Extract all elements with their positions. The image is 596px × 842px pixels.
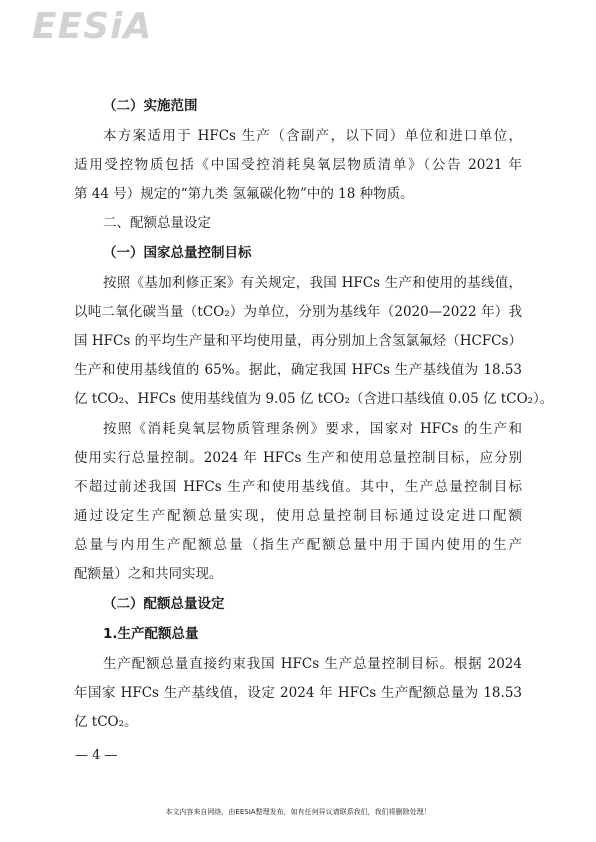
- body-line: 生产和使用基线值的 65%。据此，确定我国 HFCs 生产基线值为 18.53: [74, 362, 522, 378]
- body-line: 以吨二氧化碳当量（tCO₂）为单位，分别为基线年（2020—2022 年）我: [74, 304, 522, 320]
- body-line: 年国家 HFCs 生产基线值，设定 2024 年 HFCs 生产配额总量为 18.53: [74, 685, 522, 701]
- body-line: 不超过前述我国 HFCs 生产和使用基线值。其中，生产总量控制目标: [74, 479, 522, 495]
- footer-disclaimer: 本文内容来自网络，由EESIA整理发布，如有任何异议请联系我们，我们将删除处理！: [165, 808, 431, 816]
- subsection-heading-national-target: （一）国家总量控制目标: [103, 245, 252, 261]
- body-line: 按照《基加利修正案》有关规定，我国 HFCs 生产和使用的基线值，: [103, 275, 522, 291]
- body-line: 亿 tCO₂、HFCs 使用基线值为 9.05 亿 tCO₂（含进口基线值 0.05 亿 tCO₂）。: [74, 391, 554, 407]
- subsection-heading-quota-setting: （二）配额总量设定: [103, 596, 225, 612]
- body-line: 亿 tCO₂。: [74, 714, 138, 730]
- eesia-logo: EESiA: [32, 6, 153, 47]
- page-number: — 4 —: [75, 748, 118, 763]
- body-line: 适用受控物质包括《中国受控消耗臭氧层物质清单》（公告 2021 年: [74, 157, 522, 173]
- body-line: 国 HFCs 的平均生产量和平均使用量，再分别加上含氢氯氟烃（HCFCs）: [74, 333, 522, 349]
- body-line: 配额量）之和共同实现。: [74, 566, 223, 582]
- body-line: 使用实行总量控制。2024 年 HFCs 生产和使用总量控制目标，应分别: [74, 450, 522, 466]
- body-line: 总量与内用生产配额总量（指生产配额总量中用于国内使用的生产: [74, 537, 522, 553]
- body-line: 本方案适用于 HFCs 生产（含副产，以下同）单位和进口单位，: [103, 128, 522, 144]
- item-heading-production-quota: 1.生产配额总量: [103, 626, 199, 642]
- body-line: 按照《消耗臭氧层物质管理条例》要求，国家对 HFCs 的生产和: [103, 421, 522, 437]
- section-heading-quota-total: 二、配额总量设定: [103, 215, 211, 231]
- body-line: 生产配额总量直接约束我国 HFCs 生产总量控制目标。根据 2024: [103, 656, 522, 672]
- section-heading-scope: （二）实施范围: [103, 98, 198, 114]
- body-line: 通过设定生产配额总量实现，使用总量控制目标通过设定进口配额: [74, 508, 522, 524]
- body-line: 第 44 号）规定的“第九类 氢氟碳化物”中的 18 种物质。: [74, 186, 414, 202]
